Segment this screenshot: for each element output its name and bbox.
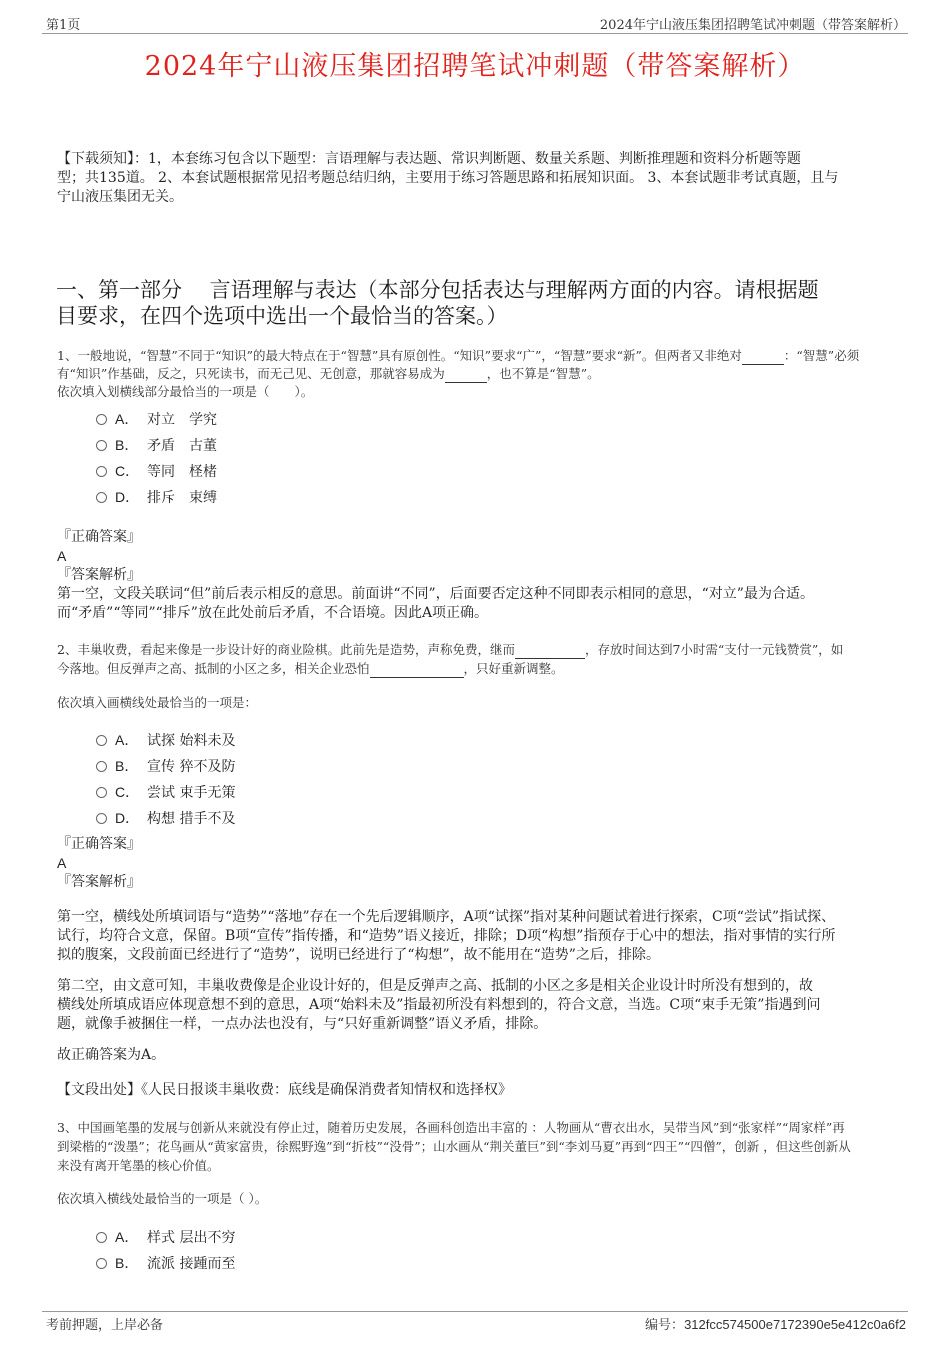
option-label: D． bbox=[115, 810, 140, 826]
q3-line: 到梁楷的“泼墨”；花鸟画从“黄家富贵，徐熙野逸”到“折枝”“没骨”；山水画从“荆关董巨”到“李刘马夏”再到“四王”“四僧”，创新 ，但这些创新从 bbox=[57, 1139, 851, 1154]
q1-blank-2 bbox=[445, 382, 487, 383]
answer-heading: 『正确答案』 bbox=[57, 529, 141, 545]
q1-text: 1、一般地说，“智慧”不同于“知识”的最大特点在于“智慧”具有原创性。“知识”要求“广”，“智慧”要求“新”。但两者又非绝对 bbox=[57, 348, 742, 363]
option-label: C． bbox=[115, 784, 140, 800]
q3-option-a[interactable] bbox=[96, 1227, 235, 1247]
option-text: 宣传 猝不及防 bbox=[147, 759, 236, 775]
section-heading-line: 一、第一部分 言语理解与表达（本部分包括表达与理解两方面的内容。请根据题 bbox=[56, 278, 819, 302]
footer-code-value: 312fcc574500e7172390e5e412c0a6f2 bbox=[684, 1317, 906, 1332]
section-heading bbox=[56, 277, 916, 329]
analysis-line: 第二空，由文意可知，丰巢收费像是企业设计好的，但是反弹声之高、抵制的小区之多是相关企业设计时所没有想到的，故 bbox=[57, 978, 813, 994]
option-label: D． bbox=[115, 489, 140, 505]
q1-text: ，也不算是“智慧”。 bbox=[486, 366, 600, 381]
question-1-stem bbox=[57, 347, 927, 401]
q3-prompt: 依次填入横线处最恰当的一项是（ ）。 bbox=[57, 1191, 268, 1206]
analysis-heading: 『答案解析』 bbox=[57, 874, 141, 890]
q2-option-c[interactable] bbox=[96, 782, 235, 802]
q1-option-d[interactable] bbox=[96, 487, 217, 507]
q1-answer-block bbox=[57, 528, 917, 623]
q1-option-b[interactable] bbox=[96, 435, 217, 455]
option-label: A． bbox=[115, 732, 139, 748]
option-label: C． bbox=[115, 463, 140, 479]
option-label: A． bbox=[115, 411, 139, 427]
q1-text: ：“智慧”必须 bbox=[783, 348, 860, 363]
q1-option-c[interactable] bbox=[96, 461, 217, 481]
radio-icon[interactable] bbox=[96, 787, 107, 798]
q1-option-a[interactable] bbox=[96, 409, 217, 429]
answer-heading: 『正确答案』 bbox=[57, 836, 141, 852]
q3-option-b[interactable] bbox=[96, 1253, 235, 1273]
option-label: B． bbox=[115, 437, 139, 453]
analysis-line: 试行，均符合文意，保留。B项“宣传”指传播，和“造势”语义接近，排除；D项“构想”指预存于心中的想法，指对事情的实行所 bbox=[57, 928, 836, 944]
option-text: 流派 接踵而至 bbox=[147, 1256, 236, 1272]
q2-analysis-para-2 bbox=[57, 977, 927, 1034]
q2-blank-2 bbox=[370, 677, 464, 678]
q2-source: 【文段出处】《人民日报谈丰巢收费：底线是确保消费者知情权和选择权》 bbox=[57, 1082, 512, 1098]
q2-analysis-para-1 bbox=[57, 908, 927, 965]
q2-text: ，只好重新调整。 bbox=[463, 661, 564, 676]
notice-line: 【下载须知】：1，本套练习包含以下题型：言语理解与表达题、常识判断题、数量关系题、判断推理题和资料分析题等题 bbox=[57, 151, 801, 167]
answer-value: A bbox=[57, 548, 67, 564]
option-text: 对立 学究 bbox=[147, 412, 217, 428]
q1-text: 有“知识”作基础，反之，只死读书，而无己见、无创意，那就容易成为 bbox=[57, 366, 445, 381]
q3-line: 3、中国画笔墨的发展与创新从来就没有停止过，随着历史发展，各画科创造出丰富的 ：人物画从“曹衣出水，吴带当风”到“张家样”“周家样”再 bbox=[57, 1120, 845, 1135]
analysis-line: 第一空，文段关联词“但”前后表示相反的意思。前面讲“不同”，后面要否定这种不同即表示相同的意思，“对立”最为合适。 bbox=[57, 586, 814, 602]
q2-option-a[interactable] bbox=[96, 730, 235, 750]
footer-slogan: 考前押题，上岸必备 bbox=[46, 1318, 164, 1333]
header-doc-title: 2024年宁山液压集团招聘笔试冲刺题（带答案解析） bbox=[599, 18, 906, 33]
option-label: B． bbox=[115, 758, 139, 774]
analysis-line: 横线处所填成语应体现意想不到的意思，A项“始料未及”指最初所没有料想到的，符合文意，当选。C项“束手无策”指遇到问 bbox=[57, 997, 821, 1013]
radio-icon[interactable] bbox=[96, 1258, 107, 1269]
radio-icon[interactable] bbox=[96, 466, 107, 477]
analysis-line: 而“矛盾”“等同”“排斥”放在此处前后矛盾，不合语境。因此A项正确。 bbox=[57, 605, 489, 621]
q1-prompt: 依次填入划横线部分最恰当的一项是（ ）。 bbox=[57, 384, 314, 399]
option-label: A． bbox=[115, 1229, 139, 1245]
analysis-line: 题，就像手被捆住一样，一点办法也没有，与“只好重新调整”语义矛盾，排除。 bbox=[57, 1016, 548, 1032]
page-title: 2024年宁山液压集团招聘笔试冲刺题（带答案解析） bbox=[144, 51, 806, 82]
radio-icon[interactable] bbox=[96, 492, 107, 503]
q2-text: ，存放时间达到7小时需“支付一元钱赞赏”，如 bbox=[584, 642, 844, 657]
option-text: 矛盾 古董 bbox=[147, 438, 217, 454]
answer-value: A bbox=[57, 855, 67, 871]
question-3-stem bbox=[57, 1118, 927, 1175]
radio-icon[interactable] bbox=[96, 735, 107, 746]
option-text: 样式 层出不穷 bbox=[147, 1230, 236, 1246]
footer-code-label: 编号： bbox=[645, 1318, 685, 1333]
q3-line: 来没有离开笔墨的核心价值。 bbox=[57, 1158, 220, 1173]
q2-conclusion: 故正确答案为A。 bbox=[57, 1047, 166, 1063]
q2-option-d[interactable] bbox=[96, 808, 235, 828]
option-text: 尝试 束手无策 bbox=[147, 785, 236, 801]
analysis-line: 拟的腹案，文段前面已经进行了“造势”，说明已经进行了“构想”，故不能用在“造势”之后，排除。 bbox=[57, 947, 660, 963]
radio-icon[interactable] bbox=[96, 1232, 107, 1243]
radio-icon[interactable] bbox=[96, 761, 107, 772]
q2-answer-block bbox=[57, 835, 917, 892]
option-label: B． bbox=[115, 1255, 139, 1271]
option-text: 试探 始料未及 bbox=[147, 733, 236, 749]
radio-icon[interactable] bbox=[96, 813, 107, 824]
q2-text: 今落地。但反弹声之高、抵制的小区之多，相关企业恐怕 bbox=[57, 661, 370, 676]
analysis-line: 第一空，横线处所填词语与“造势”“落地”存在一个先后逻辑顺序，A项“试探”指对某种问题试着进行探索，C项“尝试”指试探、 bbox=[57, 909, 836, 925]
option-text: 构想 措手不及 bbox=[147, 811, 236, 827]
option-text: 等同 柽楮 bbox=[147, 464, 217, 480]
analysis-heading: 『答案解析』 bbox=[57, 567, 141, 583]
q2-text: 2、丰巢收费，看起来像是一步设计好的商业险棋。此前先是造势，声称免费，继而 bbox=[57, 642, 515, 657]
radio-icon[interactable] bbox=[96, 440, 107, 451]
q1-blank-1 bbox=[742, 364, 784, 365]
option-text: 排斥 束缚 bbox=[147, 490, 217, 506]
q2-prompt: 依次填入画横线处最恰当的一项是： bbox=[57, 695, 258, 710]
header-divider bbox=[42, 33, 908, 34]
section-heading-line: 目要求，在四个选项中选出一个最恰当的答案。） bbox=[56, 304, 508, 328]
question-2-stem bbox=[57, 640, 927, 678]
footer-divider bbox=[42, 1311, 908, 1312]
radio-icon[interactable] bbox=[96, 414, 107, 425]
q2-option-b[interactable] bbox=[96, 756, 235, 776]
page-number: 第1页 bbox=[46, 18, 81, 33]
notice-line: 宁山液压集团无关。 bbox=[57, 189, 183, 205]
footer-code bbox=[645, 1314, 906, 1333]
notice-line: 型；共135道。 2、本套试题根据常见招考题总结归纳，主要用于练习答题思路和拓展知识面。 3、本套试题非考试真题，且与 bbox=[57, 170, 839, 186]
download-notice bbox=[57, 150, 917, 207]
